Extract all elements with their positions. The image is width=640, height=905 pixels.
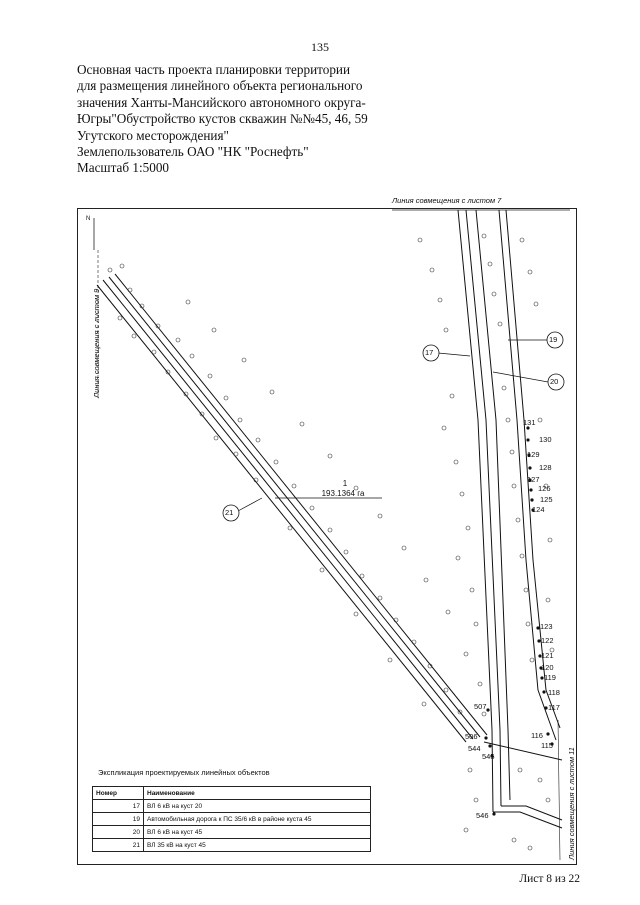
legend-row-number: 21 — [93, 839, 144, 852]
point-label: 126 — [538, 484, 551, 493]
right-match-line — [558, 720, 560, 860]
north-arrow-label: N — [86, 216, 91, 222]
point-label: 129 — [527, 450, 540, 459]
point-label: 545 — [482, 752, 495, 761]
sheet-number: Лист 8 из 22 — [519, 873, 580, 885]
corridor-bottom — [484, 742, 562, 828]
point-label: 118 — [548, 688, 560, 697]
corridor-vertical — [458, 210, 560, 812]
left-match-line-label: Линия совмещения с листом 9 — [92, 288, 101, 398]
scale-line: Масштаб 1:5000 — [77, 160, 170, 176]
point-label: 506 — [465, 732, 478, 741]
callout-leaders — [238, 340, 548, 511]
legend-row-number: 17 — [93, 800, 144, 813]
point-label: 128 — [539, 463, 552, 472]
point-label: 115 — [541, 741, 553, 750]
point-label: 123 — [540, 622, 553, 631]
title-line: Основная часть проекта планировки территории — [77, 62, 351, 77]
top-match-line-label: Линия совмещения с листом 7 — [392, 196, 502, 205]
point-label: 117 — [548, 703, 560, 712]
area-number: 1 — [342, 479, 348, 488]
point-label: 544 — [468, 744, 481, 753]
legend-row-number: 20 — [93, 826, 144, 839]
point-label: 116 — [531, 731, 543, 740]
point-label: 124 — [532, 505, 545, 514]
title-line: Югры"Обустройство кустов скважин №№45, 46, 59 — [77, 111, 368, 127]
title-line: значения Ханты-Мансийского автономного округа- — [77, 94, 366, 110]
corridor-21 — [97, 274, 487, 742]
legend-row-name: ВЛ 6 кВ на куст 20 — [144, 800, 371, 813]
legend-row-number: 19 — [93, 813, 144, 826]
legend-row-name: ВЛ 6 кВ на куст 45 — [144, 826, 371, 839]
right-match-line-label: Линия совмещения с листом 11 — [567, 747, 576, 860]
point-label: 125 — [540, 495, 553, 504]
legend-row — [93, 800, 371, 813]
legend-row — [93, 813, 371, 826]
point-label: 546 — [476, 811, 489, 820]
callout-17: 17 — [425, 348, 434, 357]
legend-table — [92, 786, 371, 852]
legend-row — [93, 839, 371, 852]
legend-row-name: ВЛ 35 кВ на куст 45 — [144, 839, 371, 852]
callout-19: 19 — [549, 335, 558, 344]
legend-header-name: Наименование — [144, 787, 371, 800]
point-label: 121 — [541, 651, 554, 660]
point-label: 120 — [541, 663, 554, 672]
point-label: 119 — [544, 673, 556, 682]
legend-header-number: Номер — [93, 787, 144, 800]
point-label: 131 — [523, 418, 536, 427]
point-label: 130 — [539, 435, 552, 444]
legend-row-name: Автомобильная дорога к ПС 35/6 кВ в районе куста 45 — [144, 813, 371, 826]
page-number: 135 — [311, 40, 329, 54]
legend-row — [93, 826, 371, 839]
callout-21: 21 — [225, 508, 234, 517]
point-label: 127 — [527, 475, 540, 484]
point-label: 507 — [474, 702, 487, 711]
callout-20: 20 — [550, 377, 559, 386]
title-line: Угутского месторождения" — [77, 127, 229, 143]
title-line: для размещения линейного объекта регионального — [77, 78, 363, 94]
legend-title: Экспликация проектируемых линейных объектов — [98, 768, 270, 777]
legend-header-row — [93, 787, 371, 800]
point-label: 122 — [541, 636, 554, 645]
area-value: 193.1364 га — [321, 489, 365, 498]
land-user-line: Землепользователь ОАО "НК "Роснефть" — [77, 144, 309, 160]
